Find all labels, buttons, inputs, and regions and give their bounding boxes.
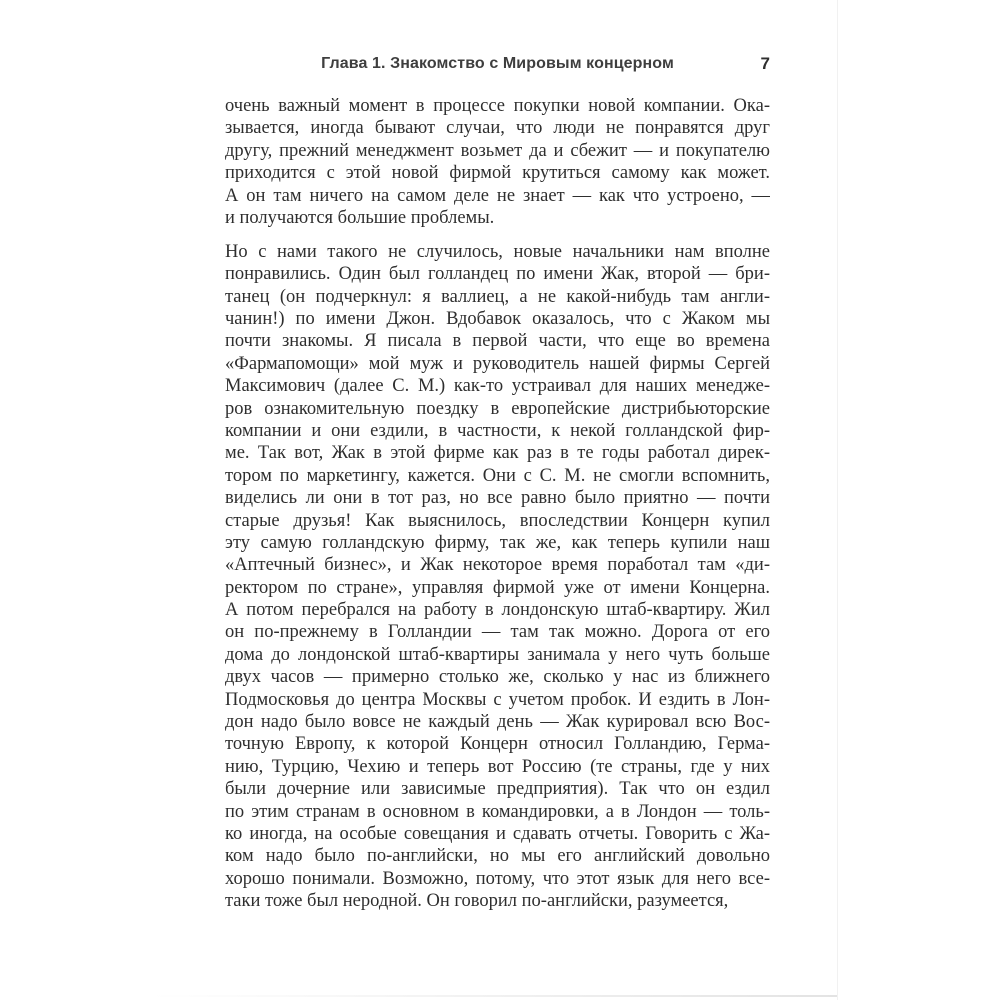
text-line: чанин!) по имени Джон. Вдобавок оказалось, что с Жаком мы (225, 309, 770, 330)
text-line: таки тоже был неродной. Он говорил по-английски, разумеется, (225, 891, 729, 912)
text-line: дон надо было вовсе не каждый день — Жак курировал всю Вос- (225, 712, 770, 733)
page-edge-line (837, 0, 838, 1000)
text-line: «Фармапомощи» мой муж и руководитель нашей фирмы Сергей (225, 353, 770, 374)
text-line: ком надо было по-английски, но мы его английский довольно (225, 846, 770, 867)
text-line: очень важный момент в процессе покупки новой компании. Ока- (225, 96, 770, 116)
page-bottom-shadow (150, 995, 837, 997)
text-line: ректором по стране», управляя фирмой уже от имени Концерна. (225, 577, 770, 598)
text-line: виделись ли они в тот раз, но все равно было приятно — почти (225, 488, 770, 509)
text-line: ме. Так вот, Жак в этой фирме как раз в те годы работал дирек- (225, 443, 770, 464)
text-line: Максимович (далее С. М.) как-то устраивал для наших менедже- (225, 376, 770, 397)
text-line: компании и они ездили, в частности, к некой голландской фир- (225, 420, 770, 441)
text-line: двух часов — примерно столько же, сколько у нас из ближнего (225, 667, 770, 688)
text-line: Но с нами такого не случилось, новые начальники нам вполне (225, 241, 770, 262)
text-line: нию, Турцию, Чехию и теперь вот Россию (те страны, где у них (225, 756, 770, 777)
text-line: ров ознакомительную поездку в европейские дистрибьюторские (225, 398, 770, 419)
text-line: А он там ничего на самом деле не знает — как что устроено, — (225, 185, 770, 206)
text-line: другу, прежний менеджмент возьмет да и сбежит — и покупателю (225, 140, 770, 161)
text-line: зывается, иногда бывают случаи, что люди не понравятся друг (225, 118, 770, 139)
text-line: тором по маркетингу, кажется. Они с С. М. не смогли вспомнить, (225, 465, 770, 486)
text-line: точную Европу, к которой Концерн относил Голландию, Герма- (225, 734, 770, 755)
text-line: приходится с этой новой фирмой крутиться самому как может. (225, 163, 770, 184)
paragraph (225, 241, 770, 913)
page-number: 7 (760, 54, 770, 73)
text-line: танец (он подчеркнул: я валлиец, а не какой-нибудь там англи- (225, 286, 770, 307)
text-line: были дочерние или зависимые предприятия). Так что он ездил (225, 779, 770, 800)
text-line: и получаются большие проблемы. (225, 207, 495, 228)
text-line: «Аптечный бизнес», и Жак некоторое время поработал там «ди- (225, 555, 770, 576)
text-line: почти знакомы. Я писала в первой части, что еще во времена (225, 331, 770, 352)
page-body (225, 95, 770, 924)
chapter-running-head: Глава 1. Знакомство с Мировым концерном (321, 55, 674, 72)
text-line: он по-прежнему в Голландии — там так можно. Дорога от его (225, 622, 770, 643)
page-header (225, 55, 770, 73)
text-line: по этим странам в основном в командировки, а в Лондон — толь- (225, 801, 770, 822)
paragraph (225, 95, 770, 229)
text-line: дома до лондонской штаб-квартиры занимала у него чуть больше (225, 644, 770, 665)
text-line: Подмосковья до центра Москвы с учетом пробок. И ездить в Лон- (225, 689, 770, 710)
text-line: хорошо понимали. Возможно, потому, что этот язык для него все- (225, 868, 770, 889)
text-line: старые друзья! Как выяснилось, впоследствии Концерн купил (225, 510, 770, 531)
text-line: эту самую голландскую фирму, так же, как теперь купили наш (225, 532, 770, 553)
text-line: ко иногда, на особые совещания и сдавать отчеты. Говорить с Жа- (225, 824, 770, 844)
text-line: А потом перебрался на работу в лондонскую штаб-квартиру. Жил (225, 600, 770, 621)
text-line: понравились. Один был голландец по имени Жак, второй — бри- (225, 264, 770, 285)
